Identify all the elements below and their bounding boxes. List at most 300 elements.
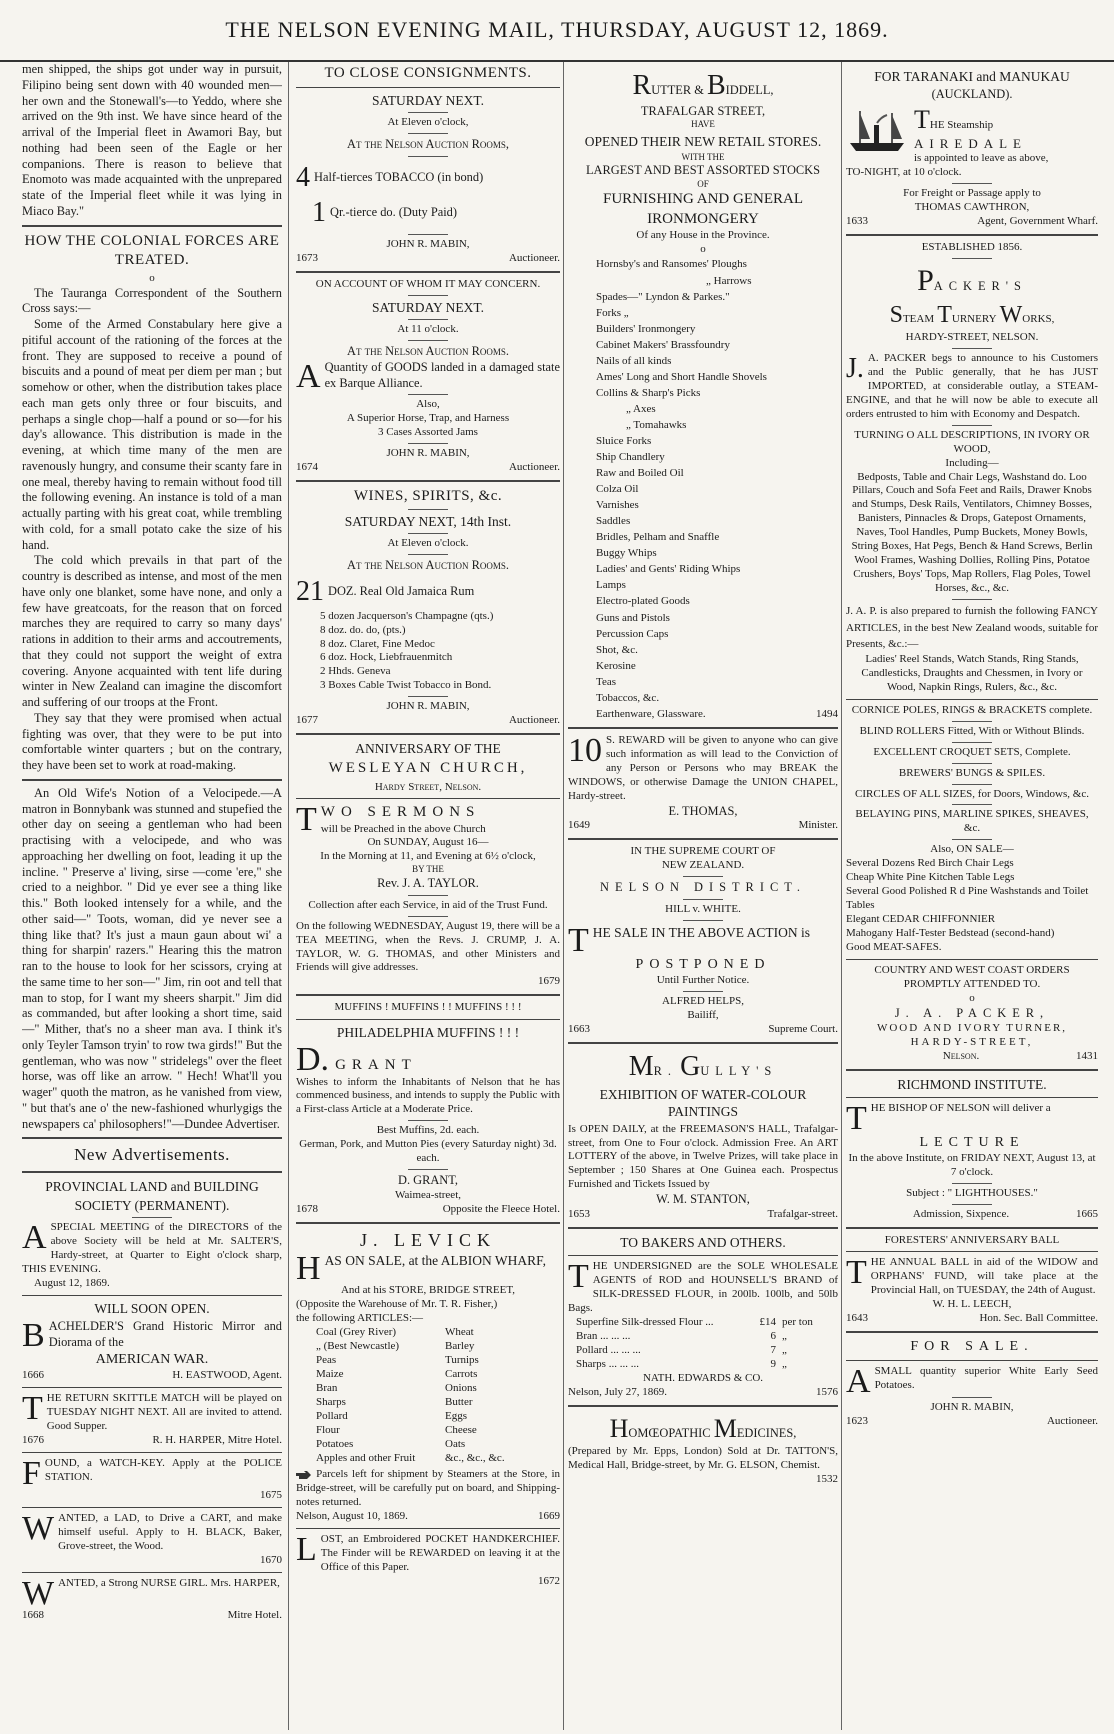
divider — [408, 533, 448, 534]
ad-title: WINES, SPIRITS, &c. — [353, 488, 503, 505]
list-item: Bran — [316, 1381, 338, 1394]
ad-line: Admission, Sixpence. — [912, 1207, 1010, 1220]
list-item: Nails of all kinds — [596, 354, 672, 367]
ad-number: 1670 — [260, 1553, 282, 1566]
sale-list — [846, 857, 1098, 955]
ad-title: FORESTERS' ANNIVERSARY BALL — [884, 1233, 1060, 1246]
ad-line: Trafalgar-street. — [767, 1208, 838, 1221]
drop-cap: T — [296, 801, 317, 839]
ad-role: Agent, Government Wharf. — [977, 215, 1098, 228]
ad-signature: J. A. PACKER, — [894, 1006, 1050, 1021]
list-item: Several Good Polished R d Pine Washstands and Toilet Tables — [846, 885, 1089, 912]
divider — [952, 183, 992, 184]
ad-title: SOCIETY (PERMANENT). — [74, 1198, 230, 1214]
ad-heading: POSTPONED — [635, 957, 771, 973]
ad-heading: IDDELL, — [725, 83, 774, 97]
ad-role: Hon. Sec. Ball Committee. — [979, 1312, 1098, 1325]
ad-time: In the Morning at 11, and Evening at 6½ o'clock, — [320, 850, 536, 863]
table-cell: Sharps ... ... ... — [576, 1358, 639, 1371]
divider — [408, 916, 448, 917]
article-paragraph: They say that they were promised when actual fighting was over, that they were to be put into comfortable winter quarters ; but on the contrary, they have been set to work at road-making. — [22, 710, 282, 773]
ad-subtitle: NELSON DISTRICT. — [600, 880, 806, 895]
ad-title: TURNING O ALL DESCRIPTIONS, IN IVORY OR WOOD, — [854, 428, 1090, 455]
article-continuation: men shipped, the ships got under way in pursuit, Filipino being sent down with 40 wounded men—her own and the Stonewall's—to Yeddo, where she arrived on the 9th inst. We have since heard of the arrival of the Imperial fleet in Awamori Bay, but nothing had been seen of the Eagle or her companions. There is reason to believe that Enomoto was made acquainted with the unprepared state of the Imperial fleet while it was lying in Miaco Bay." — [22, 62, 282, 218]
divider — [952, 804, 992, 805]
divider — [22, 225, 282, 227]
divider — [22, 1387, 282, 1388]
drop-cap: D. — [296, 1040, 330, 1078]
divider — [846, 1227, 1098, 1229]
ad-signature: R. H. HARPER, Mitre Hotel. — [152, 1433, 282, 1446]
ad-line: BELAYING PINS, MARLINE SPIKES, SHEAVES, &c. — [855, 808, 1089, 835]
list-item: Guns and Pistols — [596, 611, 670, 624]
divider — [22, 1171, 282, 1173]
divider — [408, 895, 448, 896]
table-cell: „ — [782, 1358, 787, 1371]
ornament: o — [969, 992, 975, 1005]
ad-body: Bedposts, Table and Chair Legs, Washstand do. Loo Pillars, Couch and Sofa Feet and Rails, Drawer Knobs and Stumps, Desk Rails, Ventilators, Chimney Bosses, Banisters, Pinnacles & Drops, Gatepost Ornaments, Naves, Tool Handles, Pump Buckets, Money Bowls, String Boxes, Hat Pegs, Bench & Hand Screws, Berlin Wool Frames, Washing Dollies, Rolling Pins, Potatoe Crushers, Boys' Tops, Map Rollers, Flag Poles, Towel Horses, &c., &c. — [851, 470, 1093, 595]
drop-cap: T — [914, 104, 930, 134]
ad-body: On the following WEDNESDAY, August 19, there will be a TEA MEETING, when the Revs. J. CRUMP, J. A. TAYLOR, W. G. THOMAS, and other Ministers and Friends will give addresses. — [296, 919, 560, 974]
table-row — [576, 1330, 838, 1344]
list-item: Potatoes — [316, 1437, 354, 1450]
ad-body: SMALL quantity superior White Early Seed Potatoes. — [874, 1365, 1098, 1392]
ad-line: TRAFALGAR STREET, — [640, 103, 766, 118]
list-item: 6 doz. Hock, Liebfrauenmitch — [320, 651, 453, 664]
list-item: Apples and other Fruit — [316, 1451, 416, 1464]
divider — [952, 425, 992, 426]
column-rule — [288, 62, 289, 1730]
ad-body: OST, an Embroidered POCKET HANDKERCHIEF. The Finder will be REWARDED on leaving it at the Office of this Paper. — [320, 1533, 560, 1574]
table-cell: Pollard ... ... ... — [576, 1344, 641, 1357]
ad-heading: ULLY'S — [700, 1063, 778, 1078]
ad-number: 1675 — [260, 1488, 282, 1501]
ad-line: TO-NIGHT, at 10 o'clock. — [846, 166, 962, 179]
ad-line: Until Further Notice. — [656, 973, 750, 986]
ad-body: ACHELDER'S Grand Historic Mirror and Diorama of the — [48, 1319, 282, 1349]
drop-cap: W — [22, 1509, 55, 1547]
divider — [568, 1405, 838, 1407]
ad-heading: AIREDALE — [914, 135, 1027, 151]
divider — [952, 599, 992, 600]
divider — [408, 696, 448, 697]
drop-cap: W — [22, 1574, 55, 1612]
ad-number: 1431 — [1075, 1049, 1098, 1062]
ad-role: Supreme Court. — [768, 1022, 838, 1035]
divider — [296, 798, 560, 799]
ad-body: Ladies' Reel Stands, Watch Stands, Ring Stands, Candlesticks, Draughts and Chessmen, in Ivory or Wood, Napkin Rings, Rulers, &c., &c. — [861, 652, 1083, 693]
ad-venue: At the Nelson Auction Rooms. — [347, 344, 509, 359]
drop-cap: J. — [846, 352, 864, 384]
ad-heading: IRONMONGERY — [647, 210, 759, 227]
list-item: Onions — [445, 1381, 477, 1394]
ad-heading: EDICINES, — [736, 1425, 797, 1440]
drop-cap: H — [609, 1413, 629, 1443]
ad-item: Qr.-tierce do. (Duty Paid) — [330, 205, 457, 220]
list-item: Spades—" Lyndon & Parkes." — [596, 290, 730, 303]
ad-body: SPECIAL MEETING of the DIRECTORS of the above Society will be held at Mr. SALTER'S, Hardy-street, at Quarter to Eight o'clock sharp, THIS EVENING. — [22, 1221, 282, 1276]
divider — [408, 295, 448, 296]
ad-body: Parcels left for shipment by Steamers at the Store, in Bridge-street, will be carefully put on board, and Shipping-notes returned. — [296, 1468, 560, 1509]
list-item: Sluice Forks — [596, 435, 652, 447]
ad-line: Also, — [416, 398, 440, 411]
ad-title: MUFFINS ! MUFFINS ! ! MUFFINS ! ! ! — [334, 1001, 522, 1014]
ad-body: OUND, a WATCH-KEY. Apply at the POLICE STATION. — [44, 1456, 282, 1483]
ad-body: HE RETURN SKITTLE MATCH will be played on TUESDAY NIGHT NEXT. All are invited to attend. Good Supper. — [46, 1391, 282, 1432]
ad-line: Nelson. — [942, 1049, 980, 1062]
ornament: o — [700, 242, 706, 255]
divider — [408, 554, 448, 555]
ad-heading: UTTER & — [651, 83, 704, 97]
ad-quantity: 4 — [296, 161, 310, 193]
ad-number: 1643 — [846, 1312, 868, 1325]
divider — [22, 1572, 282, 1573]
column-2 — [296, 62, 560, 1730]
ad-line: (Opposite the Warehouse of Mr. T. R. Fisher,) — [296, 1297, 498, 1310]
ad-number: 1678 — [296, 1203, 318, 1216]
ad-body: AS ON SALE, at the ALBION WHARF, — [324, 1252, 546, 1268]
list-item: Oats — [445, 1437, 466, 1450]
ad-subtitle: (AUCKLAND). — [931, 87, 1013, 102]
table-cell: £14 — [759, 1316, 776, 1329]
ad-number: 1668 — [22, 1608, 44, 1621]
divider — [846, 1331, 1098, 1333]
ad-signature: W. M. STANTON, — [656, 1192, 750, 1207]
ad-number: 1665 — [1076, 1207, 1098, 1220]
ad-date: Nelson, August 10, 1869. — [296, 1510, 408, 1523]
list-item: Colza Oil — [596, 483, 639, 496]
ad-title: PROVINCIAL LAND and BUILDING — [45, 1178, 259, 1194]
ad-quantity: 1 — [312, 197, 326, 229]
ad-body: A. PACKER begs to announce to his Customers and the Public generally, that he has JUST IMPORTED, at considerable outlay, a STEAM-ENGINE, and that he will now be able to execute all orders entrusted to him with Economy and Despatch. — [846, 351, 1098, 420]
list-item: „ Tomahawks — [626, 418, 687, 431]
ad-line: BY THE — [412, 864, 444, 875]
ad-title: WILL SOON OPEN. — [94, 1301, 210, 1317]
divider — [568, 727, 838, 729]
table-row — [576, 1344, 838, 1358]
ad-subtitle: SATURDAY NEXT, 14th Inst. — [344, 514, 512, 530]
list-item: Electro-plated Goods — [596, 595, 690, 608]
ad-heading: TEAM — [902, 313, 935, 326]
column-rule — [563, 62, 564, 1730]
list-item: 8 doz. do. do, (pts.) — [320, 623, 406, 636]
ad-title: WESLEYAN CHURCH, — [328, 760, 528, 777]
divider — [952, 721, 992, 722]
list-item: Saddles — [596, 515, 631, 528]
list-item: Ladies' and Gents' Riding Whips — [596, 563, 741, 576]
divider — [408, 133, 448, 134]
divider — [408, 509, 448, 510]
drop-cap: R — [632, 70, 652, 101]
ad-number: 1576 — [816, 1385, 838, 1398]
ad-subtitle: AMERICAN WAR. — [95, 1352, 209, 1368]
list-item: Forks „ — [596, 306, 629, 319]
ad-subtitle: SATURDAY NEXT. — [371, 93, 484, 109]
drop-cap: T — [846, 1254, 867, 1292]
ad-line: CORNICE POLES, RINGS & BRACKETS complete. — [851, 703, 1093, 716]
ad-line: In the above Institute, on FRIDAY NEXT, August 13, at 7 o'clock. — [848, 1151, 1096, 1178]
ad-line: is appointed to leave as above, — [914, 152, 1049, 165]
ad-number: 1649 — [568, 819, 590, 832]
ad-role: Auctioneer. — [508, 251, 560, 264]
ad-line: the following ARTICLES:— — [296, 1311, 424, 1324]
ad-number: 1674 — [296, 461, 318, 474]
ad-line: And at his STORE, BRIDGE STREET, — [340, 1283, 516, 1296]
divider — [22, 1295, 282, 1296]
ad-line: Including— — [945, 456, 999, 469]
ad-number: 1672 — [538, 1575, 560, 1588]
ad-line: Best Muffins, 2d. each. — [376, 1124, 480, 1137]
ad-body: HE ANNUAL BALL in aid of the WIDOW and ORPHANS' FUND, will take place at the Provincial Hall, on TUESDAY, the 24th of August. — [870, 1256, 1098, 1297]
ad-body: (Prepared by Mr. Epps, London) Sold at Dr. TATTON'S, Medical Hall, Bridge-street, by Mr. G. ELSON, Chemist. — [568, 1444, 838, 1471]
ad-line: HE Steamship — [929, 118, 994, 131]
flour-price-table — [568, 1316, 838, 1372]
list-item: Kerosine — [596, 659, 636, 672]
ad-role: Minister. — [798, 819, 838, 832]
ad-line: EXCELLENT CROQUET SETS, Complete. — [873, 745, 1071, 758]
divider — [22, 779, 282, 781]
list-item: Several Dozens Red Birch Chair Legs — [846, 857, 1014, 870]
drop-cap: B — [22, 1317, 45, 1355]
divider — [952, 1183, 992, 1184]
divider — [952, 1397, 992, 1398]
table-cell: 7 — [770, 1344, 776, 1357]
ad-line: HARDY-STREET, — [910, 1035, 1034, 1048]
ad-title: PHILADELPHIA MUFFINS ! ! ! — [336, 1025, 520, 1041]
divider — [296, 733, 560, 735]
divider — [408, 1169, 448, 1170]
divider — [952, 784, 992, 785]
list-item: Hornsby's and Ransomes' Ploughs — [596, 258, 747, 271]
list-item: Collins & Sharp's Picks — [596, 386, 701, 399]
ad-venue: At the Nelson Auction Rooms. — [347, 558, 509, 573]
ad-heading: ORKS, — [1022, 313, 1055, 326]
list-item: Flour — [316, 1423, 340, 1436]
ad-line: 3 Cases Assorted Jams — [378, 426, 478, 439]
list-item: Good MEAT-SAFES. — [846, 941, 942, 954]
divider — [846, 234, 1098, 236]
article-title: HOW THE COLONIAL FORCES ARE TREATED. — [24, 232, 280, 268]
ad-title: ON ACCOUNT OF WHOM IT MAY CONCERN. — [315, 277, 541, 290]
divider — [408, 112, 448, 113]
list-item: Maize — [316, 1367, 344, 1380]
divider — [408, 394, 448, 395]
ad-line: HAVE — [691, 119, 715, 130]
ad-line: BREWERS' BUNGS & SPILES. — [898, 766, 1046, 779]
ad-venue: Hardy Street, Nelson. — [374, 780, 482, 793]
ad-title: IN THE SUPREME COURT OF — [630, 845, 776, 858]
ad-line: For Freight or Passage apply to — [903, 187, 1041, 200]
ad-role: Bailiff, — [687, 1008, 719, 1021]
divider — [568, 1227, 838, 1229]
ad-line: HARDY-STREET, NELSON. — [905, 330, 1039, 343]
ad-date: August 12, 1869. — [34, 1277, 110, 1290]
divider — [952, 839, 992, 840]
list-item: Cheese — [445, 1423, 477, 1436]
ad-line: Also, ON SALE— — [930, 843, 1014, 856]
ad-body: HE UNDERSIGNED are the SOLE WHOLESALE AGENTS of ROD and HOUNSELL'S BRAND of SILK-DRESSED FLOUR, in 200lb. 100lb, and 50lb Bags. — [568, 1260, 838, 1315]
ad-number: 1666 — [22, 1368, 44, 1381]
drop-cap: A — [846, 1363, 871, 1401]
drop-cap: 10 — [568, 731, 602, 769]
ad-number: 1494 — [816, 707, 838, 720]
divider — [296, 1222, 560, 1224]
ad-quantity: 21 — [296, 576, 324, 608]
ironmongery-list — [568, 256, 838, 721]
divider — [846, 1251, 1098, 1252]
ad-signature: JOHN R. MABIN, — [386, 447, 470, 460]
drop-cap: P — [917, 264, 934, 298]
ad-body: S. REWARD will be given to anyone who can give such information as will lead to the Conviction of any Person or Persons who may BREAK the WINDOWS, or otherwise Damage the UNION CHAPEL, Hardy-street. — [568, 733, 838, 802]
ad-title: EXHIBITION OF WATER-COLOUR PAINTINGS — [599, 1087, 807, 1120]
list-item: Percussion Caps — [596, 627, 669, 640]
list-item: 2 Hhds. Geneva — [320, 665, 391, 678]
ad-body: ANTED, a LAD, to Drive a CART, and make himself useful. Apply to H. BLACK, Baker, Grove-street, the Wood. — [58, 1511, 282, 1552]
divider — [952, 1204, 992, 1205]
list-item: Builders' Ironmongery — [596, 322, 696, 335]
ad-line: HILL v. WHITE. — [665, 903, 741, 916]
table-cell: Bran ... ... ... — [576, 1330, 631, 1343]
list-item: Carrots — [445, 1367, 478, 1380]
divider — [846, 699, 1098, 700]
ad-body: J. A. P. is also prepared to furnish the following FANCY ARTICLES, in the best New Zealand woods, suitable for Presents, &c.:— — [846, 605, 1098, 651]
list-item: Earthenware, Glassware. — [596, 707, 706, 720]
drop-cap: M — [713, 1413, 737, 1443]
ad-role: Auctioneer. — [508, 714, 560, 727]
list-item: Teas — [596, 675, 616, 688]
list-item: Cheap White Pine Kitchen Table Legs — [846, 871, 1015, 884]
ad-line: A Superior Horse, Trap, and Harness — [346, 412, 510, 425]
ad-body: HE SALE IN THE ABOVE ACTION is — [592, 925, 811, 941]
ad-line: COUNTRY AND WEST COAST ORDERS PROMPTLY ATTENDED TO. — [874, 964, 1070, 991]
section-heading: New Advertisements. — [74, 1145, 230, 1165]
list-item: Peas — [316, 1353, 337, 1366]
table-cell: Superfine Silk-dressed Flour ... — [576, 1316, 714, 1329]
ad-line: OF — [697, 179, 709, 190]
ad-time: At Eleven o'clock, — [387, 116, 469, 129]
drop-cap: T — [846, 1099, 867, 1137]
ad-time: At Eleven o'clock. — [387, 537, 469, 550]
divider — [22, 1507, 282, 1508]
list-item: Coal (Grey River) — [316, 1325, 397, 1338]
divider — [132, 1217, 172, 1218]
divider — [683, 876, 723, 877]
ad-title: FOR TARANAKI and MANUKAU — [874, 69, 1070, 84]
ad-line: LARGEST AND BEST ASSORTED STOCKS — [585, 163, 821, 178]
table-cell: „ — [782, 1330, 787, 1343]
ad-role: Auctioneer. — [508, 461, 560, 474]
column-1 — [22, 62, 282, 1730]
list-item: Turnips — [445, 1353, 479, 1366]
wine-list — [296, 610, 560, 694]
list-item: Butter — [445, 1395, 473, 1408]
ad-title: TO BAKERS AND OTHERS. — [620, 1235, 786, 1251]
ad-title: OPENED THEIR NEW RETAIL STORES. — [584, 133, 822, 149]
drop-cap: H — [296, 1249, 321, 1287]
list-item: Wheat — [445, 1325, 474, 1338]
ad-line: WITH THE — [681, 151, 725, 162]
ad-line: Of any House in the Province. — [636, 228, 770, 241]
ad-role: Auctioneer. — [1046, 1415, 1098, 1428]
article-paragraph: The Tauranga Correspondent of the Southern Cross says:— — [22, 285, 282, 316]
list-item: Cabinet Makers' Brassfoundry — [596, 338, 730, 351]
list-item: 8 doz. Claret, Fine Medoc — [320, 637, 435, 650]
ad-line: WOOD AND IVORY TURNER, — [876, 1021, 1068, 1034]
steamship-icon — [846, 105, 908, 155]
list-item: Buggy Whips — [596, 547, 657, 560]
drop-cap: G — [680, 1050, 701, 1082]
divider — [952, 763, 992, 764]
ad-signature: Mitre Hotel. — [227, 1608, 282, 1621]
drop-cap: L — [296, 1531, 317, 1569]
divider — [568, 838, 838, 840]
list-item: Eggs — [445, 1409, 467, 1422]
drop-cap: T — [568, 922, 589, 960]
drop-cap: T — [937, 302, 952, 329]
ad-body: Quantity of GOODS landed in a damaged state ex Barque Alliance. — [324, 359, 560, 390]
divider — [952, 742, 992, 743]
ad-heading: R. — [653, 1063, 677, 1078]
table-cell: 9 — [770, 1358, 776, 1371]
drop-cap: F — [22, 1454, 41, 1492]
ad-title: NEW ZEALAND. — [661, 859, 745, 872]
ad-signature: NATH. EDWARDS & CO. — [642, 1371, 764, 1384]
article-paragraph: Some of the Armed Constabulary here give a pitiful account of the rationing of the forces at the front. They are supposed to receive a pound of biscuits and a pound of meat per diem per man ; but somehow or other, when the distribution takes place each man gets only three or four biscuits, and perhaps a single chop—half a pound or so—for his day's allowance. This distribution is made in the evening, at which time many of the men are ravenously hungry, and consume their scanty fare in one meal, thereby having to remain without food till the following evening. An instance is told of a man actually parting with his great coat, while trembling with cold, for a small potato cake the size of his hand. — [22, 317, 282, 552]
ad-number: 1676 — [22, 1433, 44, 1446]
divider — [296, 1019, 560, 1020]
ad-title: TO CLOSE CONSIGNMENTS. — [324, 65, 532, 81]
table-row — [576, 1316, 838, 1330]
ad-heading: WO SERMONS — [320, 804, 481, 821]
list-item: 3 Boxes Cable Twist Tobacco in Bond. — [320, 679, 492, 692]
divider — [683, 899, 723, 900]
ad-signature: JOHN R. MABIN, — [930, 1401, 1014, 1414]
divider — [296, 994, 560, 996]
ad-number: 1653 — [568, 1208, 590, 1221]
divider — [22, 1452, 282, 1453]
divider — [568, 1255, 838, 1256]
ad-heading: LECTURE — [919, 1134, 1025, 1150]
list-item: „ (Best Newcastle) — [316, 1339, 400, 1352]
ad-heading: GRANT — [335, 1057, 417, 1074]
table-row — [576, 1358, 838, 1372]
column-rule — [841, 62, 842, 1730]
ad-heading: ACKER'S — [933, 279, 1027, 294]
ad-subtitle: SATURDAY NEXT. — [371, 299, 484, 315]
divider — [296, 1528, 560, 1529]
ad-date: Nelson, July 27, 1869. — [568, 1385, 667, 1398]
divider — [568, 1042, 838, 1044]
ad-number: 1679 — [538, 975, 560, 988]
list-item: 5 dozen Jacquerson's Champagne (qts.) — [320, 609, 494, 622]
list-item: Elegant CEDAR CHIFFONNIER — [846, 913, 996, 926]
ad-number: 1663 — [568, 1022, 590, 1035]
ad-line: CIRCLES OF ALL SIZES, for Doors, Windows, &c. — [855, 787, 1089, 800]
ad-line: ESTABLISHED 1856. — [921, 241, 1023, 254]
ad-time: At 11 o'clock. — [397, 323, 459, 336]
list-item: Pollard — [316, 1409, 348, 1422]
divider — [408, 319, 448, 320]
divider — [296, 271, 560, 273]
list-item: Sharps — [316, 1395, 346, 1408]
table-cell: 6 — [770, 1330, 776, 1343]
list-item: Bridles, Pelham and Snaffle — [596, 531, 720, 544]
divider — [408, 234, 448, 235]
divider — [952, 348, 992, 349]
masthead: THE NELSON EVENING MAIL, THURSDAY, AUGUST 12, 1869. — [0, 0, 1114, 62]
table-cell: per ton — [782, 1316, 813, 1329]
ad-title: RICHMOND INSTITUTE. — [897, 1076, 1047, 1092]
